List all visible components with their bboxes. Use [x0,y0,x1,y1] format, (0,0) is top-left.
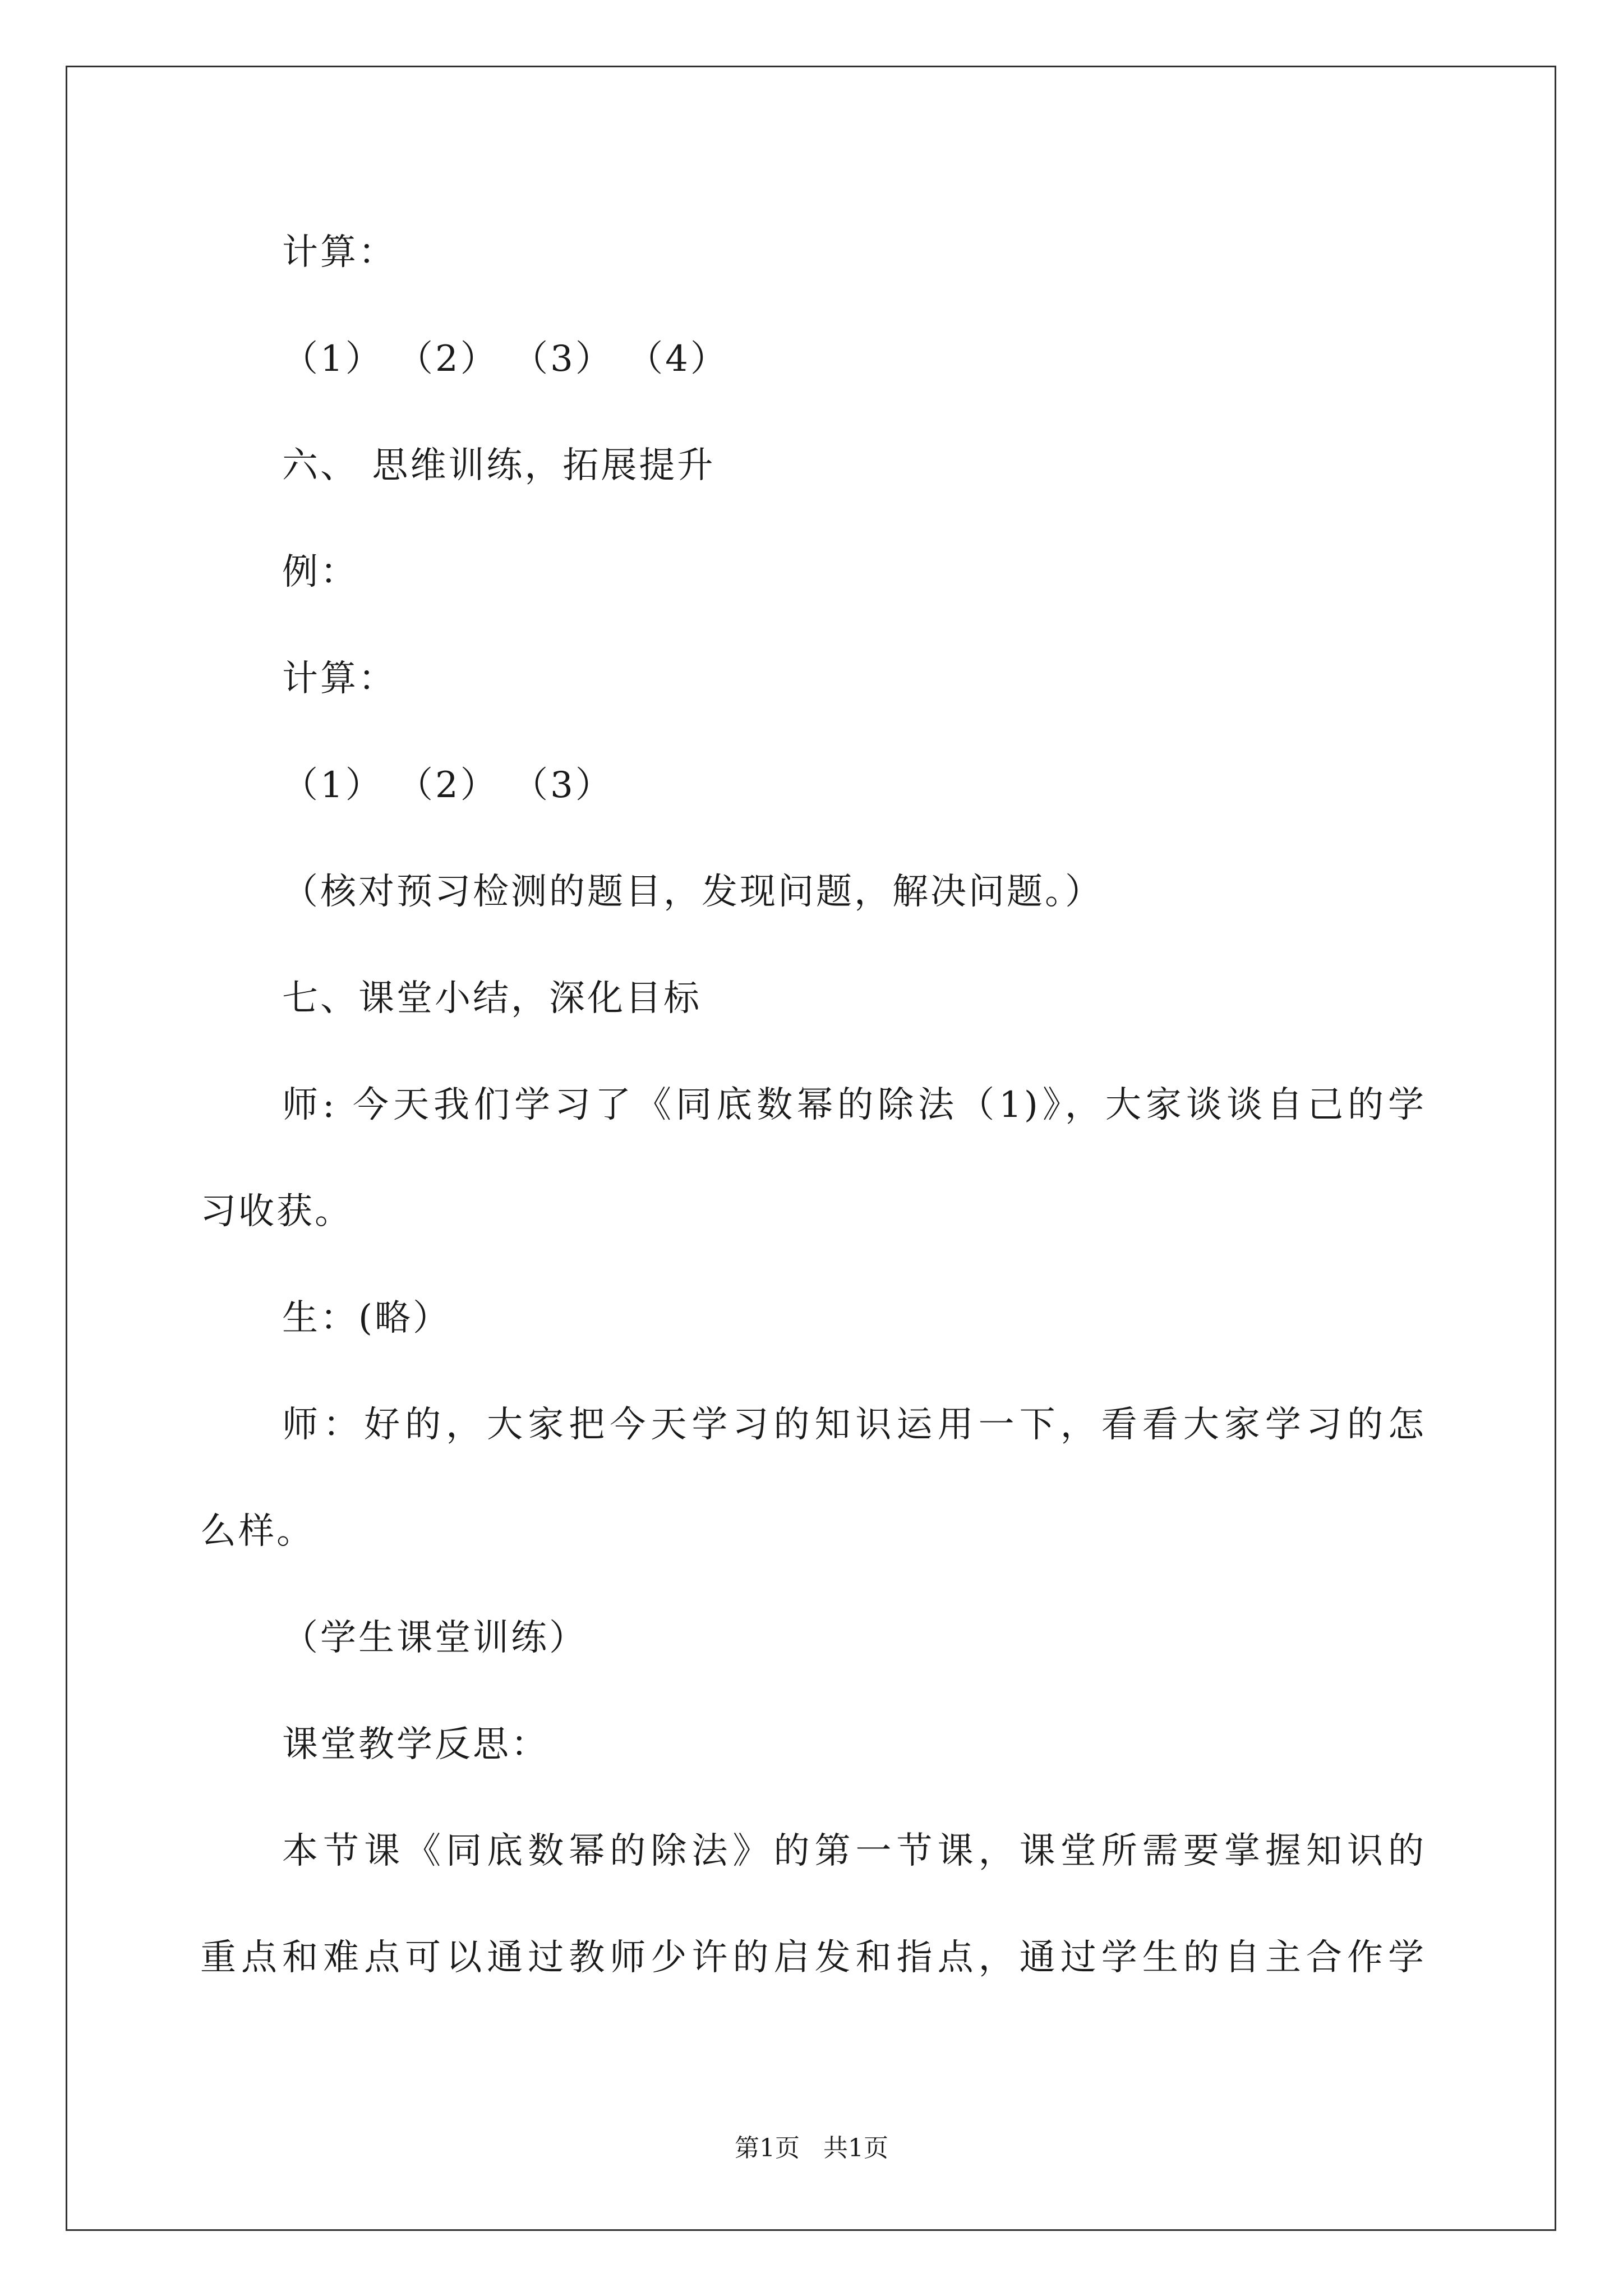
text-line-items-1: （1） （2） （3） （4） [282,338,728,380]
section-heading-reflection: 课堂教学反思： [282,1724,549,1765]
text-line-calc-1: 计算： [282,232,396,273]
paragraph-reflection-line-1: 本节课《同底数幂的除法》的第一节课，课堂所需要掌握知识的 [282,1830,1426,1872]
paragraph-teacher-2-line-2: 么样。 [200,1511,315,1552]
text-line-items-2: （1） （2） （3） [282,765,614,806]
text-line-student: 生：(略） [282,1297,451,1339]
section-heading-six: 六、 思维训练，拓展提升 [282,445,716,486]
text-line-check-note: （核对预习检测的题目，发现问题，解决问题。） [282,871,1103,913]
paragraph-teacher-1-line-1: 师: 今天我们学习了《同底数幂的除法（1)》，大家谈谈自己的学 [282,1084,1426,1126]
paragraph-teacher-1-line-2: 习收获。 [200,1191,353,1232]
paragraph-reflection-line-2: 重点和难点可以通过教师少许的启发和指点，通过学生的自主合作学 [200,1937,1426,1978]
paragraph-teacher-2-line-1: 师：好的，大家把今天学习的知识运用一下，看看大家学习的怎 [282,1404,1426,1446]
text-line-calc-2: 计算： [282,658,396,700]
page-number-footer: 第1页 共1页 [735,2134,888,2162]
text-line-example: 例： [282,551,358,593]
section-heading-seven: 七、课堂小结，深化目标 [282,978,702,1019]
text-line-practice: （学生课堂训练） [282,1617,587,1659]
page-border [66,66,1556,2231]
